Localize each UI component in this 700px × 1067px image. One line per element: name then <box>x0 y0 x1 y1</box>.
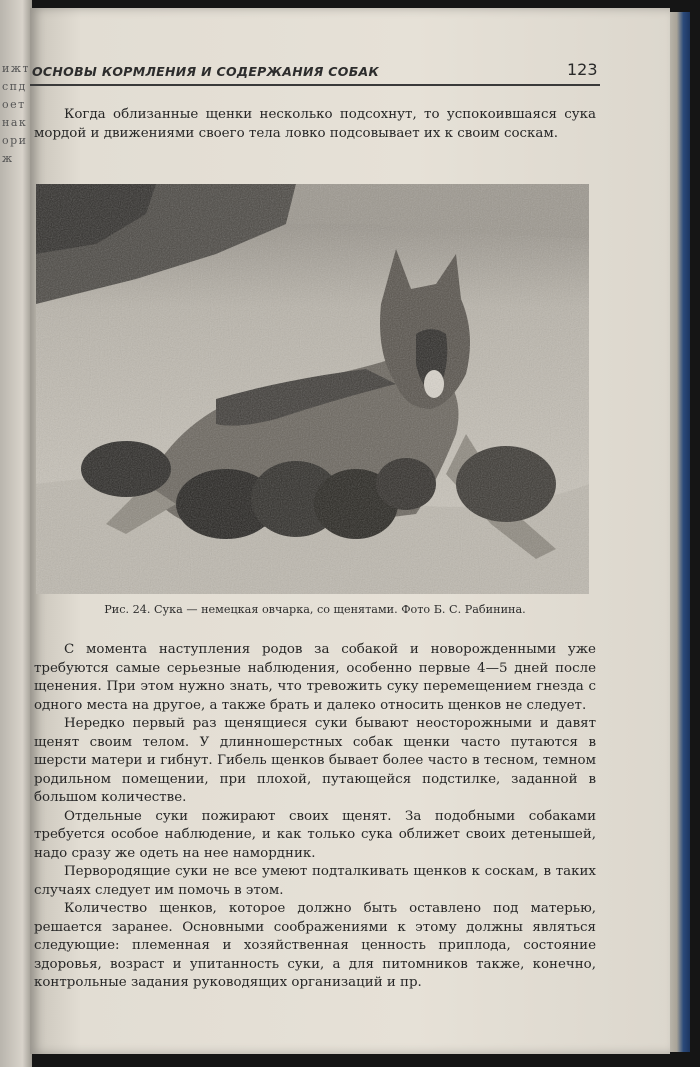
figure-photo <box>36 184 589 594</box>
intro-text: Когда облизанные щенки несколько подсохнут, то успокоившаяся сука мордой и движениями своего тела ловко подсовывает их к своим соскам. <box>34 107 596 141</box>
figure-caption: Рис. 24. Сука — немецкая овчарка, со щенятами. Фото Б. С. Рабинина. <box>104 603 526 616</box>
adjacent-page-text: и ж т с п д о е т н а к о р и ж <box>2 62 28 165</box>
header-rule <box>30 84 600 86</box>
dog-with-puppies-photo <box>36 184 589 594</box>
running-head: ОСНОВЫ КОРМЛЕНИЯ И СОДЕРЖАНИЯ СОБАК <box>32 64 380 79</box>
body-text <box>34 641 596 993</box>
intro-paragraph <box>34 106 596 143</box>
adjacent-page-edge <box>0 0 32 1067</box>
book-page-stack <box>668 12 690 1052</box>
book-page <box>30 8 670 1054</box>
page-number: 123 <box>567 60 598 79</box>
paragraph: Количество щенков, которое должно быть оставлено под матерью, решается заранее. Основными соображениями к этому должны являться следующие: племенная и хозяйственная ценность приплода, состояние здоровья, возраст и упитанность суки, а для питомников также, конечно, контрольные задания руководящих организаций и пр. <box>34 901 596 990</box>
paragraph: Нередко первый раз щенящиеся суки бывают неосторожными и давят щенят своим телом. У длинношерстных собак щенки часто путаются в шерсти матери и гибнут. Гибель щенков бывает более часто в тесном, темном родильном помещении, при плохой, путающейся подстилке, заданной в большом количестве. <box>34 716 596 805</box>
paragraph: С момента наступления родов за собакой и новорожденными уже требуются самые серьезные наблюдения, особенно первые 4—5 дней после щенения. При этом нужно знать, что тревожить суку перемещением гнезда с одного места на другое, а также брать и далеко относить щенков не следует. <box>34 642 596 713</box>
paragraph: Первородящие суки не все умеют подталкивать щенков к соскам, в таких случаях следует им помочь в этом. <box>34 864 596 898</box>
paragraph: Отдельные суки пожирают своих щенят. За подобными собаками требуется особое наблюдение, и как только сука оближет своих детенышей, надо сразу же одеть на нее намордник. <box>34 808 596 861</box>
